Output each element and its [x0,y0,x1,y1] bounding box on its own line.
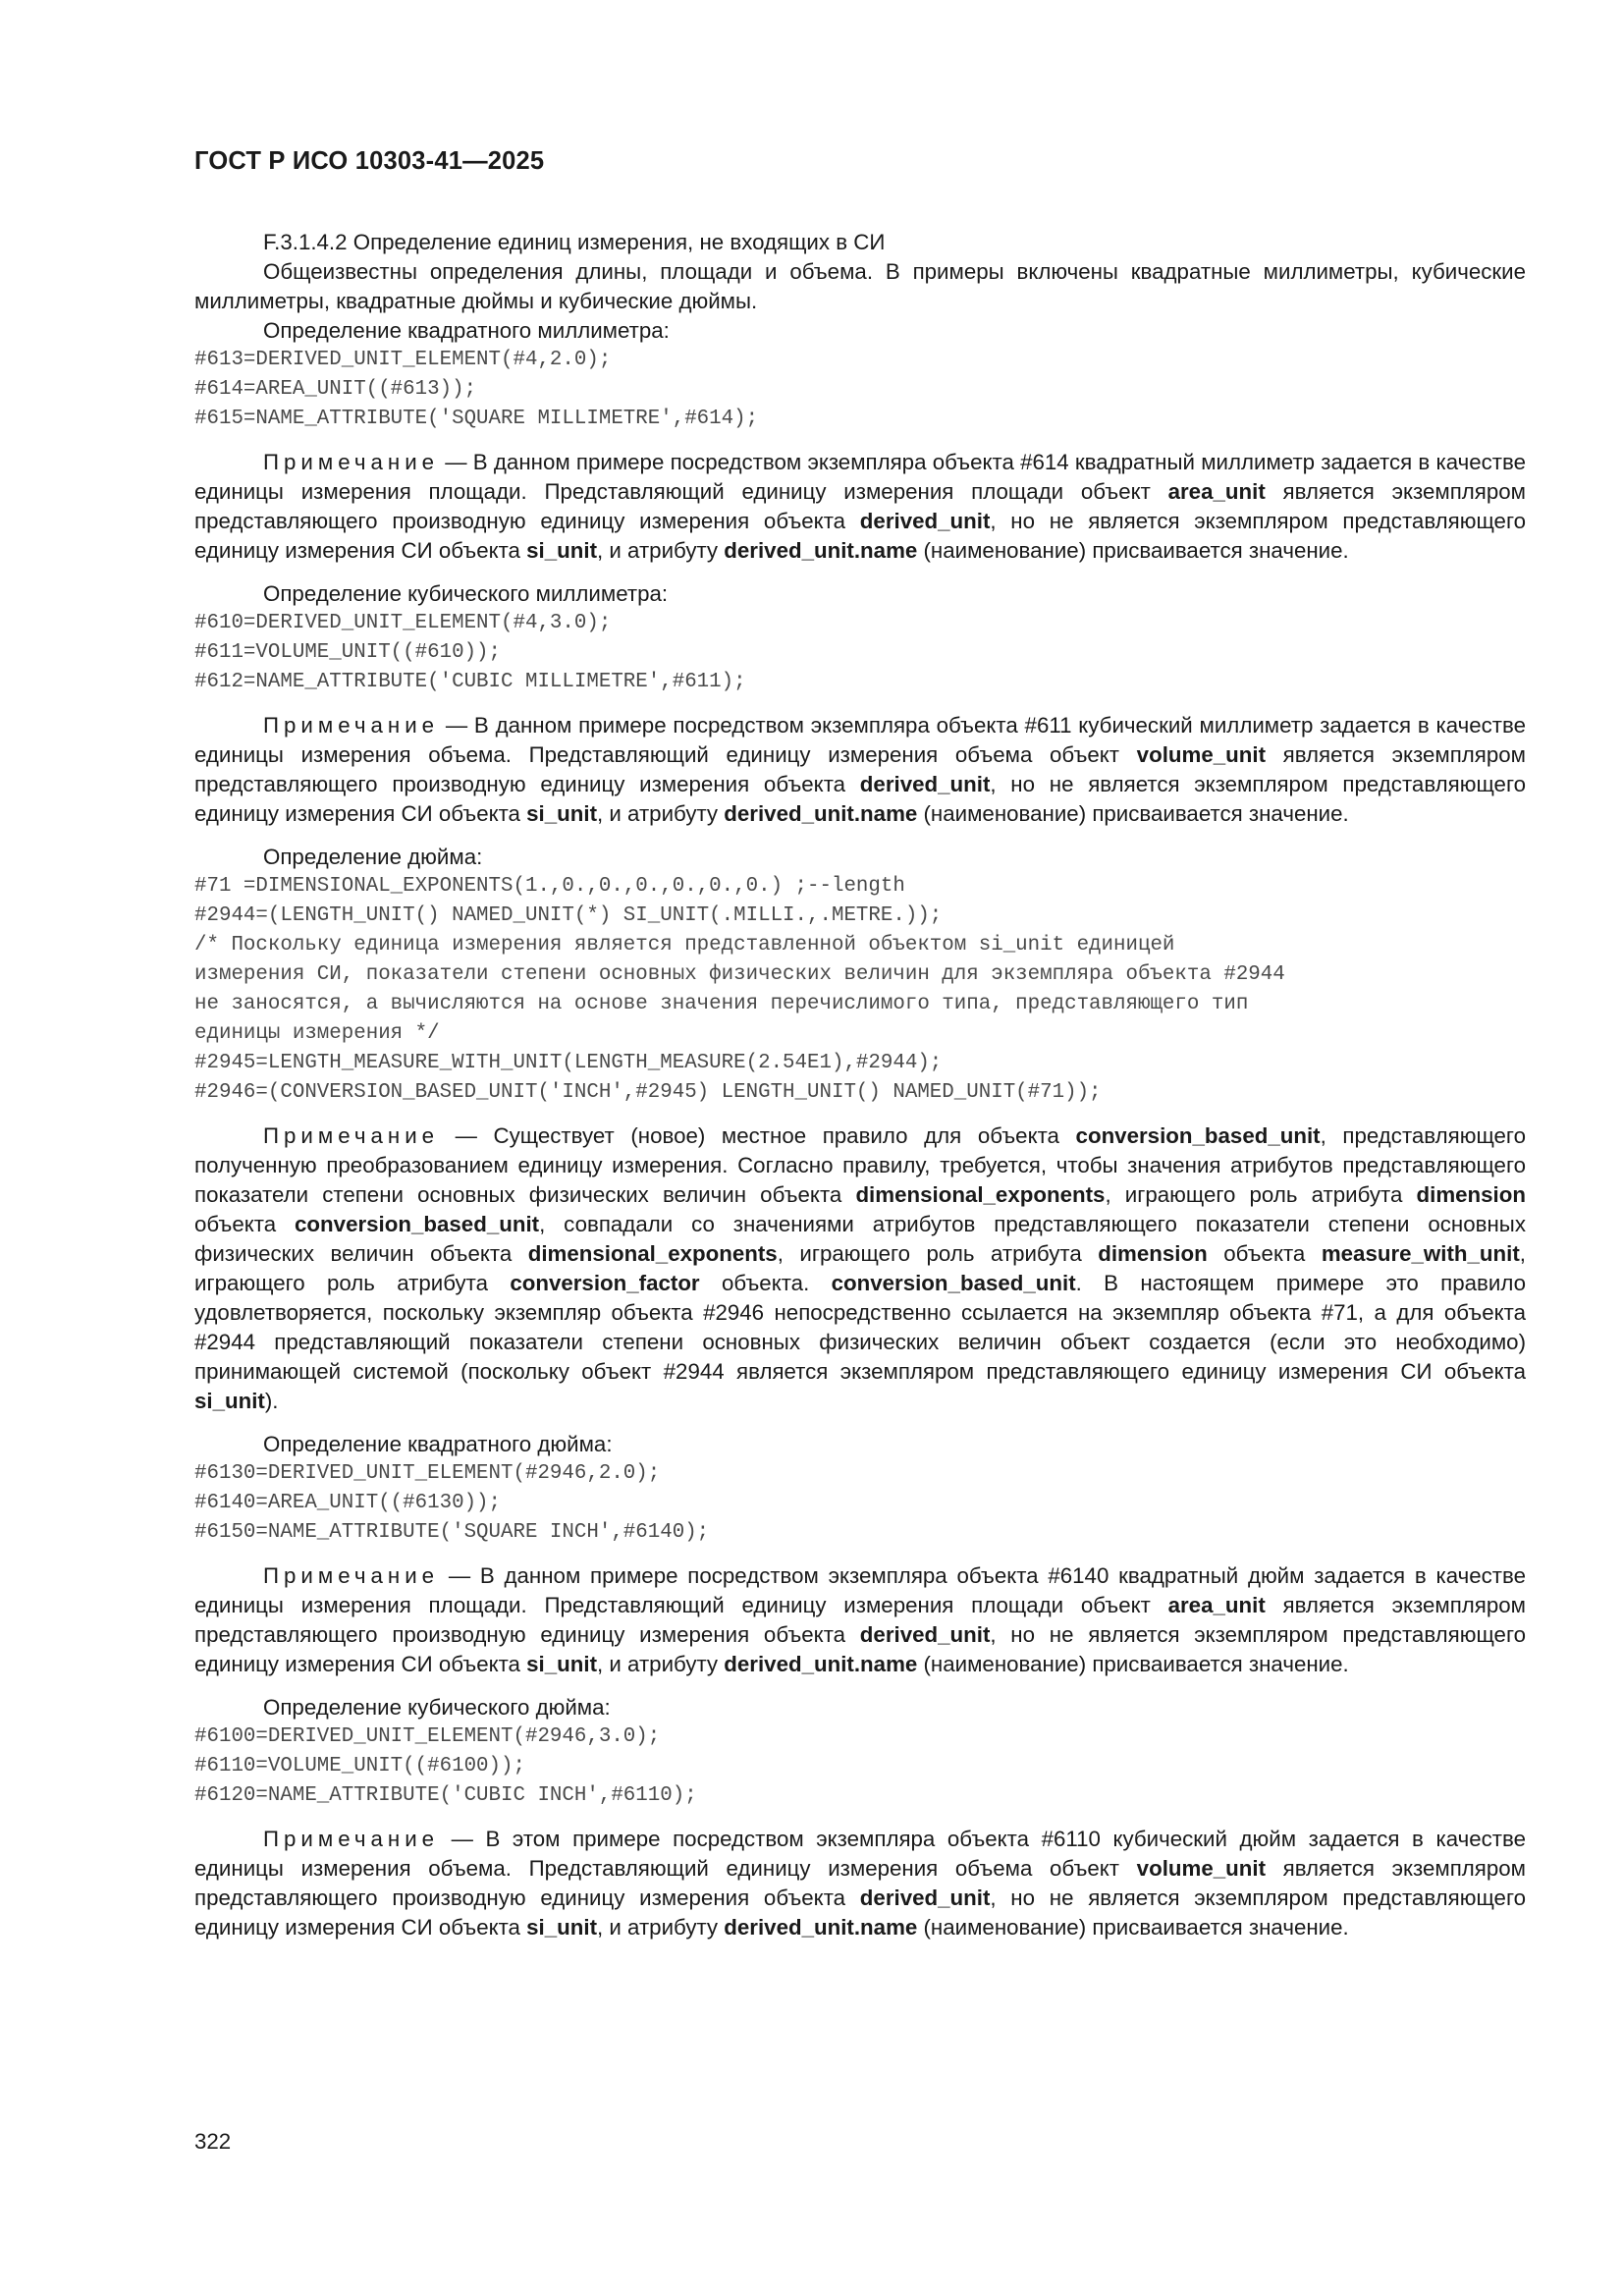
note-word: Примечание [263,450,440,474]
code-line: #610=DERIVED_UNIT_ELEMENT(#4,3.0); [194,612,612,634]
sq-in-label: Определение квадратного дюйма: [263,1432,613,1456]
code-line: #611=VOLUME_UNIT((#610)); [194,641,502,664]
inch-label: Определение дюйма: [263,845,483,869]
code-line: #613=DERIVED_UNIT_ELEMENT(#4,2.0); [194,349,612,371]
code-line: #6120=NAME_ATTRIBUTE('CUBIC INCH',#6110); [194,1784,697,1807]
code-line: #614=AREA_UNIT((#613)); [194,378,477,401]
code-line: #2944=(LENGTH_UNIT() NAMED_UNIT(*) SI_UNIT(.MILLI.,.METRE.)); [194,904,943,927]
note-word: Примечание [263,1827,440,1851]
code-line: #6130=DERIVED_UNIT_ELEMENT(#2946,2.0); [194,1462,661,1485]
cu-in-code [194,1722,1526,1811]
document-body [194,228,1526,1942]
cu-mm-note: Примечание — В данном примере посредством экземпляра объекта #611 кубический миллиметр задается в качестве единицы измерения объема. Представляющий единицу измерения объема объект volume_unit является экземпляром представляющего производную единицу измерения объекта derived_unit, но не является экземпляром представляющего единицу измерения СИ объекта si_unit, и атрибуту derived_unit.name (наименование) присваивается значение. [194,713,1526,826]
section-title: F.3.1.4.2 Определение единиц измерения, не входящих в СИ [263,230,886,254]
inch-note: Примечание — Существует (новое) местное правило для объекта conversion_based_unit, представляющего полученную преобразованием единицу измерения. Согласно правилу, требуется, чтобы значения атрибутов представляющего показатели степени основных физических величин объекта dimensional_exponents, играющего роль атрибута dimension объекта conversion_based_unit, совпадали со значениями атрибутов представляющего показатели степени основных физических величин объекта dimensional_exponents, играющего роль атрибута dimension объекта measure_with_unit, играющего роль атрибута conversion_factor объекта. conversion_based_unit. В настоящем примере это правило удовлетворяется, поскольку экземпляр объекта #2946 непосредственно ссылается на экземпляр объекта #71, а для объекта #2944 представляющий показатели степени основных физических величин объект создается (если это необходимо) принимающей системой (поскольку объект #2944 является экземпляром представляющего единицу измерения СИ объекта si_unit). [194,1123,1526,1413]
cu-mm-label: Определение кубического миллиметра: [263,581,669,606]
note-word: Примечание [263,1563,440,1588]
intro-paragraph: Общеизвестны определения длины, площади и объема. В примеры включены квадратные миллиметры, кубические миллиметры, квадратные дюймы и кубические дюймы. [194,259,1526,313]
sq-mm-note: Примечание — В данном примере посредством экземпляра объекта #614 квадратный миллиметр задается в качестве единицы измерения площади. Представляющий единицу измерения площади объект area_unit является экземпляром представляющего производную единицу измерения объекта derived_unit, но не является экземпляром представляющего единицу измерения СИ объекта si_unit, и атрибуту derived_unit.name (наименование) присваивается значение. [194,450,1527,563]
cu-in-label: Определение кубического дюйма: [263,1695,611,1720]
code-line: #6140=AREA_UNIT((#6130)); [194,1492,502,1514]
note-word: Примечание [263,1123,440,1148]
cu-in-note: Примечание — В этом примере посредством экземпляра объекта #6110 кубический дюйм задается в качестве единицы измерения объема. Представляющий единицу измерения объема объект volume_unit является экземпляром представляющего производную единицу измерения объекта derived_unit, но не является экземпляром представляющего единицу измерения СИ объекта si_unit, и атрибуту derived_unit.name (наименование) присваивается значение. [194,1827,1526,1940]
code-line: измерения СИ, показатели степени основных физических величин для экземпляра объекта #2944 [194,963,1285,986]
sq-in-code [194,1459,1526,1548]
code-line: #71 =DIMENSIONAL_EXPONENTS(1.,0.,0.,0.,0.,0.,0.) ;--length [194,875,905,898]
code-line: #612=NAME_ATTRIBUTE('CUBIC MILLIMETRE',#611); [194,671,746,693]
code-line: /* Поскольку единица измерения является представленной объектом si_unit единицей [194,934,1175,957]
page-number: 322 [194,2129,232,2154]
code-line: #6100=DERIVED_UNIT_ELEMENT(#2946,3.0); [194,1725,661,1748]
code-line: #2945=LENGTH_MEASURE_WITH_UNIT(LENGTH_MEASURE(2.54E1),#2944); [194,1052,943,1074]
sq-in-note: Примечание — В данном примере посредством экземпляра объекта #6140 квадратный дюйм задается в качестве единицы измерения площади. Представляющий единицу измерения площади объект area_unit является экземпляром представляющего производную единицу измерения объекта derived_unit, но не является экземпляром представляющего единицу измерения СИ объекта si_unit, и атрибуту derived_unit.name (наименование) присваивается значение. [194,1563,1527,1676]
code-line: не заносятся, а вычисляются на основе значения перечислимого типа, представляющего тип [194,993,1249,1015]
sq-mm-code [194,346,1526,434]
code-line: #615=NAME_ATTRIBUTE('SQUARE MILLIMETRE',#614); [194,408,759,430]
code-line: единицы измерения */ [194,1022,440,1045]
code-line: #2946=(CONVERSION_BASED_UNIT('INCH',#2945) LENGTH_UNIT() NAMED_UNIT(#71)); [194,1081,1102,1104]
inch-code [194,872,1526,1108]
note-word: Примечание [263,713,440,738]
document-header: ГОСТ Р ИСО 10303-41—2025 [194,147,545,175]
code-line: #6150=NAME_ATTRIBUTE('SQUARE INCH',#6140); [194,1521,710,1544]
cu-mm-code [194,609,1526,697]
sq-mm-label: Определение квадратного миллиметра: [263,318,670,343]
code-line: #6110=VOLUME_UNIT((#6100)); [194,1755,525,1777]
